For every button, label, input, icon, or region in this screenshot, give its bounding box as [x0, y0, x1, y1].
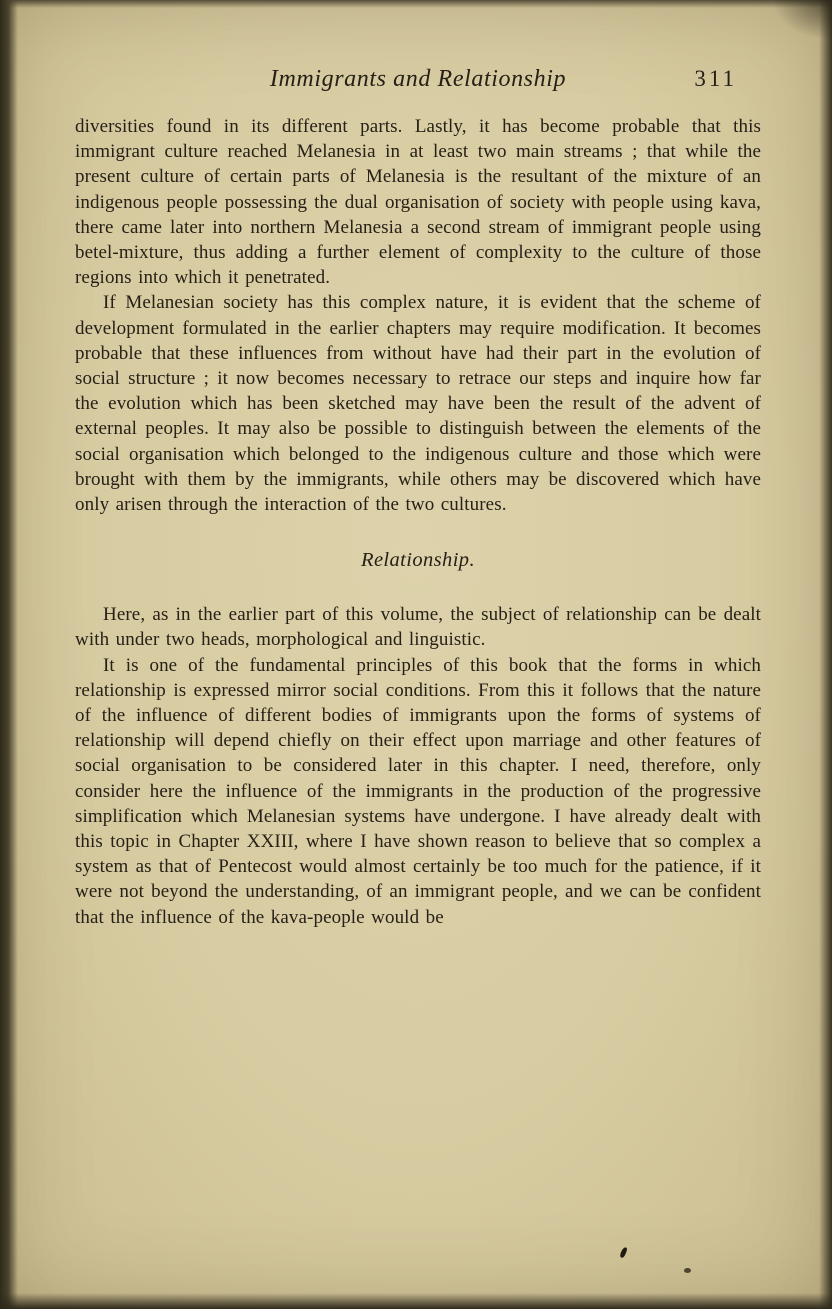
- paragraph: Here, as in the earlier part of this volume, the subject of relationship can be dealt with under two heads, morphological and linguistic.: [75, 604, 761, 651]
- page-body: [75, 60, 761, 930]
- ink-speck: [619, 1246, 627, 1258]
- scan-edge-top: [0, 0, 832, 8]
- scan-corner-shadow: [772, 0, 832, 40]
- running-header-row: [75, 60, 761, 102]
- scan-edge-left: [0, 0, 18, 1309]
- scan-edge-bottom: [0, 1293, 832, 1309]
- section-heading: Relationship.: [361, 549, 475, 572]
- main-text: [75, 114, 761, 930]
- paragraph: If Melanesian society has this complex nature, it is evident that the scheme of development formulated in the earlier chapters may require modification. It becomes probable that these influences from without have had their part in the evolution of social structure ; it now becomes necessary to retrace our steps and inquire how far the evolution which has been sketched may have been the result of the advent of external peoples. It may also be possible to distinguish between the elements of the social organisation which belonged to the indigenous culture and those which were brought with them by the immigrants, while others may be discovered which have only arisen through the interaction of the two cultures.: [75, 292, 761, 516]
- running-header-title: Immigrants and Relationship: [269, 66, 567, 92]
- ink-speck: [684, 1268, 691, 1273]
- page-number: 311: [694, 66, 737, 91]
- scan-edge-right: [819, 0, 832, 1309]
- paragraph-continuation: diversities found in its different parts. Lastly, it has become probable that this immigrant culture reached Melanesia in at least two main streams ; that while the present culture of certain parts of Melanesia is the resultant of the mixture of an indigenous people possessing the dual organisation of society with people using kava, there came later into northern Melanesia a second stream of immigrant people using betel-mixture, thus adding a further element of complexity to the culture of those regions into which it penetrated.: [75, 116, 761, 289]
- paragraph: It is one of the fundamental principles of this book that the forms in which relationship is expressed mirror social conditions. From this it follows that the nature of the influence of different bodies of immigrants upon the forms of systems of relationship will depend chiefly on their effect upon marriage and other features of social organisation to be considered later in this chapter. I need, therefore, only consider here the influence of the immigrants in the production of the progressive simplification which Melanesian systems have undergone. I have already dealt with this topic in Chapter XXIII, where I have shown reason to believe that so complex a system as that of Pentecost would almost certainly be too much for the patience, if it were not beyond the understanding, of an immigrant people, and we can be confident that the influence of the kava-people would be: [75, 654, 761, 928]
